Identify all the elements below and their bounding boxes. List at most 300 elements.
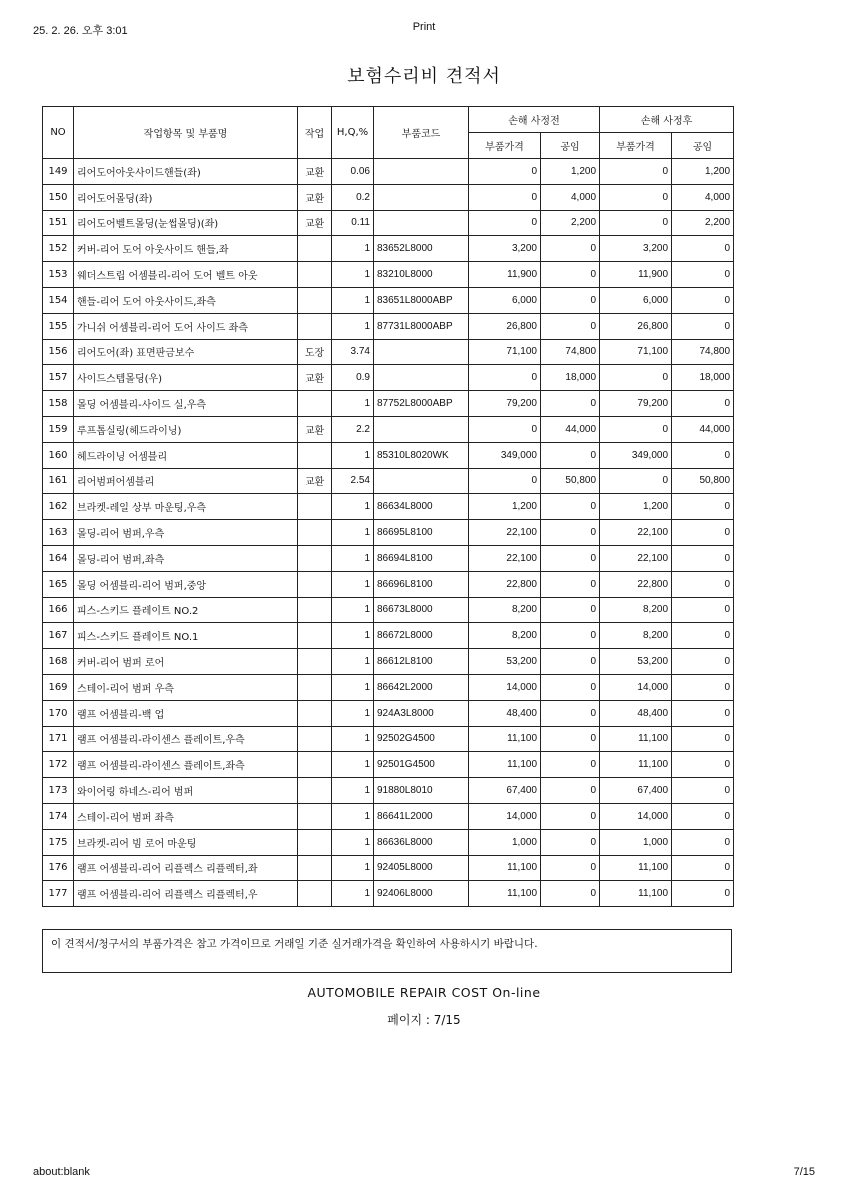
cell-item-name: 리어도어벨트몰딩(눈썹몰딩)(좌) — [74, 210, 298, 236]
cell-item-name: 램프 어셈블리-리어 리플렉스 리플렉터,우 — [74, 881, 298, 907]
cell-before-part-price: 11,100 — [469, 881, 541, 907]
cell-before-part-price: 26,800 — [469, 313, 541, 339]
table-row — [43, 726, 734, 752]
cell-hq: 0.11 — [332, 210, 374, 236]
cell-hq: 1 — [332, 391, 374, 417]
cell-before-labor: 0 — [541, 855, 600, 881]
cell-after-part-price: 11,100 — [600, 881, 672, 907]
cell-hq: 2.2 — [332, 416, 374, 442]
cell-work-type — [298, 236, 332, 262]
cell-after-labor: 0 — [672, 494, 734, 520]
table-row — [43, 855, 734, 881]
cell-no: 160 — [43, 442, 74, 468]
cell-before-labor: 0 — [541, 313, 600, 339]
cell-no: 154 — [43, 287, 74, 313]
cell-no: 161 — [43, 468, 74, 494]
cell-item-name: 스테이-리어 범퍼 좌측 — [74, 803, 298, 829]
estimate-table — [42, 106, 734, 907]
cell-part-code: 83210L8000 — [374, 262, 469, 288]
cell-before-labor: 0 — [541, 726, 600, 752]
table-row — [43, 339, 734, 365]
col-group-after: 손해 사정후 — [600, 107, 734, 133]
cell-work-type — [298, 829, 332, 855]
cell-work-type: 교환 — [298, 159, 332, 185]
table-row — [43, 803, 734, 829]
cell-part-code — [374, 365, 469, 391]
cell-item-name: 브라켓-리어 빔 로어 마운팅 — [74, 829, 298, 855]
cell-hq: 1 — [332, 623, 374, 649]
cell-before-labor: 4,000 — [541, 184, 600, 210]
cell-before-labor: 44,000 — [541, 416, 600, 442]
table-row — [43, 649, 734, 675]
cell-after-labor: 0 — [672, 442, 734, 468]
cell-before-part-price: 67,400 — [469, 778, 541, 804]
cell-after-labor: 0 — [672, 597, 734, 623]
cell-part-code: 86642L2000 — [374, 674, 469, 700]
table-row — [43, 545, 734, 571]
cell-item-name: 램프 어셈블리-백 업 — [74, 700, 298, 726]
cell-part-code: 87752L8000ABP — [374, 391, 469, 417]
cell-part-code: 86641L2000 — [374, 803, 469, 829]
cell-after-part-price: 22,800 — [600, 571, 672, 597]
cell-work-type — [298, 700, 332, 726]
cell-no: 149 — [43, 159, 74, 185]
cell-before-part-price: 8,200 — [469, 623, 541, 649]
cell-no: 155 — [43, 313, 74, 339]
cell-before-labor: 0 — [541, 700, 600, 726]
cell-after-part-price: 0 — [600, 468, 672, 494]
cell-before-labor: 0 — [541, 494, 600, 520]
cell-work-type: 교환 — [298, 184, 332, 210]
cell-hq: 0.9 — [332, 365, 374, 391]
cell-work-type: 교환 — [298, 468, 332, 494]
cell-after-labor: 0 — [672, 313, 734, 339]
cell-part-code: 86694L8100 — [374, 545, 469, 571]
cell-after-part-price: 14,000 — [600, 803, 672, 829]
cell-no: 163 — [43, 520, 74, 546]
cell-before-labor: 0 — [541, 571, 600, 597]
cell-before-part-price: 0 — [469, 468, 541, 494]
cell-before-labor: 50,800 — [541, 468, 600, 494]
cell-after-part-price: 67,400 — [600, 778, 672, 804]
cell-work-type: 도장 — [298, 339, 332, 365]
table-row — [43, 442, 734, 468]
cell-before-labor: 0 — [541, 262, 600, 288]
cell-part-code: 86636L8000 — [374, 829, 469, 855]
cell-part-code — [374, 210, 469, 236]
cell-work-type — [298, 752, 332, 778]
cell-hq: 1 — [332, 287, 374, 313]
cell-before-part-price: 8,200 — [469, 597, 541, 623]
cell-after-part-price: 48,400 — [600, 700, 672, 726]
cell-item-name: 커버-리어 도어 아웃사이드 핸들,좌 — [74, 236, 298, 262]
cell-before-labor: 0 — [541, 752, 600, 778]
table-row — [43, 881, 734, 907]
cell-no: 176 — [43, 855, 74, 881]
cell-hq: 1 — [332, 881, 374, 907]
col-header-after-labor: 공임 — [672, 133, 734, 159]
cell-hq: 1 — [332, 829, 374, 855]
cell-item-name: 스테이-리어 범퍼 우측 — [74, 674, 298, 700]
cell-after-part-price: 11,100 — [600, 726, 672, 752]
cell-part-code: 924A3L8000 — [374, 700, 469, 726]
cell-no: 158 — [43, 391, 74, 417]
cell-no: 172 — [43, 752, 74, 778]
cell-after-part-price: 26,800 — [600, 313, 672, 339]
cell-after-labor: 0 — [672, 571, 734, 597]
cell-no: 174 — [43, 803, 74, 829]
cell-before-part-price: 6,000 — [469, 287, 541, 313]
table-row — [43, 623, 734, 649]
cell-after-labor: 1,200 — [672, 159, 734, 185]
table-row — [43, 313, 734, 339]
print-url: about:blank — [33, 1166, 90, 1178]
cell-before-part-price: 11,100 — [469, 752, 541, 778]
col-header-after-part-price: 부품가격 — [600, 133, 672, 159]
print-datetime: 25. 2. 26. 오후 3:01 — [33, 25, 128, 37]
table-row — [43, 184, 734, 210]
cell-item-name: 브라켓-레일 상부 마운팅,우측 — [74, 494, 298, 520]
cell-part-code: 85310L8020WK — [374, 442, 469, 468]
table-row — [43, 416, 734, 442]
table-row — [43, 520, 734, 546]
cell-after-part-price: 0 — [600, 184, 672, 210]
cell-after-part-price: 8,200 — [600, 597, 672, 623]
cell-after-part-price: 22,100 — [600, 545, 672, 571]
cell-item-name: 루프톱실링(헤드라이닝) — [74, 416, 298, 442]
cell-hq: 3.74 — [332, 339, 374, 365]
cell-after-part-price: 71,100 — [600, 339, 672, 365]
cell-part-code: 86695L8100 — [374, 520, 469, 546]
cell-work-type — [298, 494, 332, 520]
cell-after-labor: 4,000 — [672, 184, 734, 210]
cell-hq: 1 — [332, 778, 374, 804]
table-row — [43, 571, 734, 597]
cell-after-part-price: 11,900 — [600, 262, 672, 288]
cell-work-type — [298, 442, 332, 468]
cell-item-name: 램프 어셈블리-라이센스 플레이트,우측 — [74, 726, 298, 752]
cell-part-code: 83651L8000ABP — [374, 287, 469, 313]
cell-item-name: 몰딩 어셈블리-리어 범퍼,중앙 — [74, 571, 298, 597]
cell-before-labor: 0 — [541, 778, 600, 804]
cell-hq: 1 — [332, 236, 374, 262]
cell-before-part-price: 11,100 — [469, 855, 541, 881]
cell-after-part-price: 349,000 — [600, 442, 672, 468]
cell-no: 166 — [43, 597, 74, 623]
cell-after-labor: 2,200 — [672, 210, 734, 236]
cell-no: 151 — [43, 210, 74, 236]
cell-before-labor: 1,200 — [541, 159, 600, 185]
cell-after-labor: 0 — [672, 778, 734, 804]
cell-work-type — [298, 545, 332, 571]
cell-before-labor: 0 — [541, 236, 600, 262]
cell-work-type — [298, 571, 332, 597]
cell-hq: 1 — [332, 262, 374, 288]
cell-after-part-price: 8,200 — [600, 623, 672, 649]
cell-item-name: 몰딩-리어 범퍼,우측 — [74, 520, 298, 546]
cell-after-part-price: 0 — [600, 159, 672, 185]
cell-before-labor: 0 — [541, 442, 600, 468]
cell-item-name: 램프 어셈블리-리어 리플렉스 리플렉터,좌 — [74, 855, 298, 881]
cell-hq: 1 — [332, 494, 374, 520]
cell-part-code — [374, 159, 469, 185]
cell-hq: 1 — [332, 855, 374, 881]
cell-hq: 1 — [332, 545, 374, 571]
cell-part-code: 86672L8000 — [374, 623, 469, 649]
cell-before-part-price: 22,800 — [469, 571, 541, 597]
cell-before-part-price: 1,000 — [469, 829, 541, 855]
col-header-before-part-price: 부품가격 — [469, 133, 541, 159]
cell-after-part-price: 1,200 — [600, 494, 672, 520]
cell-no: 170 — [43, 700, 74, 726]
cell-after-labor: 18,000 — [672, 365, 734, 391]
cell-before-part-price: 0 — [469, 416, 541, 442]
cell-item-name: 몰딩 어셈블리-사이드 실,우측 — [74, 391, 298, 417]
col-header-work: 작업 — [298, 107, 332, 159]
cell-after-labor: 74,800 — [672, 339, 734, 365]
table-row — [43, 674, 734, 700]
cell-after-part-price: 3,200 — [600, 236, 672, 262]
cell-after-labor: 0 — [672, 700, 734, 726]
cell-work-type — [298, 313, 332, 339]
cell-work-type — [298, 881, 332, 907]
cell-before-labor: 0 — [541, 597, 600, 623]
cell-part-code: 92502G4500 — [374, 726, 469, 752]
cell-no: 162 — [43, 494, 74, 520]
cell-after-labor: 0 — [672, 881, 734, 907]
footer-brand: AUTOMOBILE REPAIR COST On-line — [307, 985, 541, 1000]
cell-work-type — [298, 674, 332, 700]
cell-no: 175 — [43, 829, 74, 855]
cell-hq: 0.2 — [332, 184, 374, 210]
col-header-before-labor: 공임 — [541, 133, 600, 159]
cell-before-part-price: 0 — [469, 210, 541, 236]
cell-before-part-price: 53,200 — [469, 649, 541, 675]
cell-after-part-price: 0 — [600, 365, 672, 391]
cell-work-type — [298, 262, 332, 288]
cell-after-part-price: 53,200 — [600, 649, 672, 675]
cell-after-labor: 0 — [672, 520, 734, 546]
cell-part-code — [374, 416, 469, 442]
cell-before-labor: 2,200 — [541, 210, 600, 236]
cell-part-code — [374, 184, 469, 210]
cell-item-name: 리어범퍼어셈블리 — [74, 468, 298, 494]
cell-hq: 1 — [332, 520, 374, 546]
table-row — [43, 365, 734, 391]
cell-after-labor: 0 — [672, 236, 734, 262]
cell-no: 169 — [43, 674, 74, 700]
footer-page-number: 페이지 : 7/15 — [387, 1013, 461, 1027]
cell-item-name: 헤드라이닝 어셈블리 — [74, 442, 298, 468]
cell-after-labor: 0 — [672, 752, 734, 778]
cell-item-name: 피스-스키드 플레이트 NO.1 — [74, 623, 298, 649]
cell-no: 164 — [43, 545, 74, 571]
cell-before-part-price: 1,200 — [469, 494, 541, 520]
cell-after-labor: 0 — [672, 545, 734, 571]
cell-item-name: 가니쉬 어셈블리-리어 도어 사이드 좌측 — [74, 313, 298, 339]
cell-item-name: 핸들-리어 도어 아웃사이드,좌측 — [74, 287, 298, 313]
table-row — [43, 778, 734, 804]
cell-work-type — [298, 855, 332, 881]
cell-part-code: 86612L8100 — [374, 649, 469, 675]
cell-hq: 1 — [332, 313, 374, 339]
cell-after-part-price: 1,000 — [600, 829, 672, 855]
table-row — [43, 262, 734, 288]
cell-before-labor: 18,000 — [541, 365, 600, 391]
cell-after-part-price: 22,100 — [600, 520, 672, 546]
cell-item-name: 커버-리어 범퍼 로어 — [74, 649, 298, 675]
col-header-item: 작업항목 및 부품명 — [74, 107, 298, 159]
cell-before-part-price: 0 — [469, 365, 541, 391]
cell-before-part-price: 22,100 — [469, 520, 541, 546]
cell-after-labor: 0 — [672, 674, 734, 700]
cell-work-type — [298, 803, 332, 829]
cell-before-labor: 0 — [541, 520, 600, 546]
cell-no: 153 — [43, 262, 74, 288]
cell-after-labor: 44,000 — [672, 416, 734, 442]
cell-item-name: 몰딩-리어 범퍼,좌측 — [74, 545, 298, 571]
cell-no: 168 — [43, 649, 74, 675]
cell-part-code: 91880L8010 — [374, 778, 469, 804]
cell-part-code: 92406L8000 — [374, 881, 469, 907]
cell-no: 173 — [43, 778, 74, 804]
cell-before-labor: 0 — [541, 623, 600, 649]
cell-item-name: 피스-스키드 플레이트 NO.2 — [74, 597, 298, 623]
cell-before-labor: 0 — [541, 287, 600, 313]
cell-no: 156 — [43, 339, 74, 365]
cell-no: 167 — [43, 623, 74, 649]
cell-item-name: 와이어링 하네스-리어 범퍼 — [74, 778, 298, 804]
table-row — [43, 752, 734, 778]
cell-after-labor: 0 — [672, 726, 734, 752]
cell-hq: 1 — [332, 442, 374, 468]
cell-hq: 1 — [332, 726, 374, 752]
cell-after-labor: 50,800 — [672, 468, 734, 494]
cell-before-labor: 0 — [541, 391, 600, 417]
cell-item-name: 램프 어셈블리-라이센스 플레이트,좌측 — [74, 752, 298, 778]
cell-after-labor: 0 — [672, 829, 734, 855]
table-row — [43, 210, 734, 236]
cell-after-part-price: 14,000 — [600, 674, 672, 700]
cell-no: 165 — [43, 571, 74, 597]
cell-before-part-price: 0 — [469, 184, 541, 210]
cell-work-type — [298, 649, 332, 675]
document-title: 보험수리비 견적서 — [347, 66, 501, 87]
cell-work-type — [298, 597, 332, 623]
cell-after-labor: 0 — [672, 623, 734, 649]
cell-before-labor: 0 — [541, 829, 600, 855]
cell-hq: 1 — [332, 649, 374, 675]
table-row — [43, 391, 734, 417]
cell-item-name: 리어도어아웃사이드핸들(좌) — [74, 159, 298, 185]
print-title: Print — [412, 21, 436, 33]
cell-before-labor: 0 — [541, 674, 600, 700]
cell-no: 150 — [43, 184, 74, 210]
cell-hq: 1 — [332, 700, 374, 726]
cell-part-code: 92501G4500 — [374, 752, 469, 778]
table-row — [43, 700, 734, 726]
cell-before-labor: 0 — [541, 803, 600, 829]
cell-after-part-price: 0 — [600, 210, 672, 236]
cell-part-code: 86696L8100 — [374, 571, 469, 597]
cell-after-labor: 0 — [672, 803, 734, 829]
cell-work-type: 교환 — [298, 210, 332, 236]
print-page-count: 7/15 — [793, 1166, 815, 1178]
cell-hq: 1 — [332, 571, 374, 597]
cell-after-labor: 0 — [672, 391, 734, 417]
price-notice: 이 견적서/청구서의 부품가격은 참고 가격이므로 거래일 기준 실거래가격을 확인하여 사용하시기 바랍니다. — [42, 929, 732, 973]
cell-hq: 1 — [332, 597, 374, 623]
table-row — [43, 468, 734, 494]
cell-before-part-price: 14,000 — [469, 674, 541, 700]
cell-no: 171 — [43, 726, 74, 752]
cell-part-code: 83652L8000 — [374, 236, 469, 262]
table-row — [43, 494, 734, 520]
cell-after-labor: 0 — [672, 855, 734, 881]
cell-before-part-price: 349,000 — [469, 442, 541, 468]
cell-before-part-price: 48,400 — [469, 700, 541, 726]
col-group-before: 손해 사정전 — [469, 107, 600, 133]
cell-after-part-price: 11,100 — [600, 855, 672, 881]
col-header-no: NO — [43, 107, 74, 159]
table-row — [43, 159, 734, 185]
cell-after-part-price: 6,000 — [600, 287, 672, 313]
cell-hq: 1 — [332, 803, 374, 829]
cell-before-part-price: 22,100 — [469, 545, 541, 571]
cell-item-name: 웨더스트립 어셈블리-리어 도어 벨트 아웃 — [74, 262, 298, 288]
cell-after-part-price: 79,200 — [600, 391, 672, 417]
cell-work-type: 교환 — [298, 365, 332, 391]
cell-before-labor: 0 — [541, 881, 600, 907]
cell-hq: 1 — [332, 674, 374, 700]
cell-after-part-price: 11,100 — [600, 752, 672, 778]
cell-before-part-price: 79,200 — [469, 391, 541, 417]
cell-item-name: 리어도어몰딩(좌) — [74, 184, 298, 210]
cell-before-part-price: 3,200 — [469, 236, 541, 262]
cell-work-type — [298, 520, 332, 546]
cell-part-code: 87731L8000ABP — [374, 313, 469, 339]
cell-no: 152 — [43, 236, 74, 262]
cell-part-code — [374, 339, 469, 365]
cell-hq: 1 — [332, 752, 374, 778]
cell-hq: 2.54 — [332, 468, 374, 494]
table-row — [43, 287, 734, 313]
cell-before-labor: 74,800 — [541, 339, 600, 365]
cell-item-name: 리어도어(좌) 표면판금보수 — [74, 339, 298, 365]
cell-after-labor: 0 — [672, 649, 734, 675]
cell-before-part-price: 71,100 — [469, 339, 541, 365]
cell-before-part-price: 11,900 — [469, 262, 541, 288]
cell-before-labor: 0 — [541, 545, 600, 571]
cell-work-type — [298, 287, 332, 313]
cell-no: 177 — [43, 881, 74, 907]
cell-part-code — [374, 468, 469, 494]
cell-work-type — [298, 778, 332, 804]
cell-after-labor: 0 — [672, 287, 734, 313]
col-header-hq: H,Q,% — [332, 107, 374, 159]
cell-no: 157 — [43, 365, 74, 391]
cell-part-code: 92405L8000 — [374, 855, 469, 881]
col-header-part-code: 부품코드 — [374, 107, 469, 159]
cell-after-labor: 0 — [672, 262, 734, 288]
cell-item-name: 사이드스텝몰딩(우) — [74, 365, 298, 391]
table-row — [43, 829, 734, 855]
cell-work-type: 교환 — [298, 416, 332, 442]
estimate-table-body — [43, 159, 734, 907]
cell-part-code: 86673L8000 — [374, 597, 469, 623]
cell-work-type — [298, 726, 332, 752]
cell-before-labor: 0 — [541, 649, 600, 675]
